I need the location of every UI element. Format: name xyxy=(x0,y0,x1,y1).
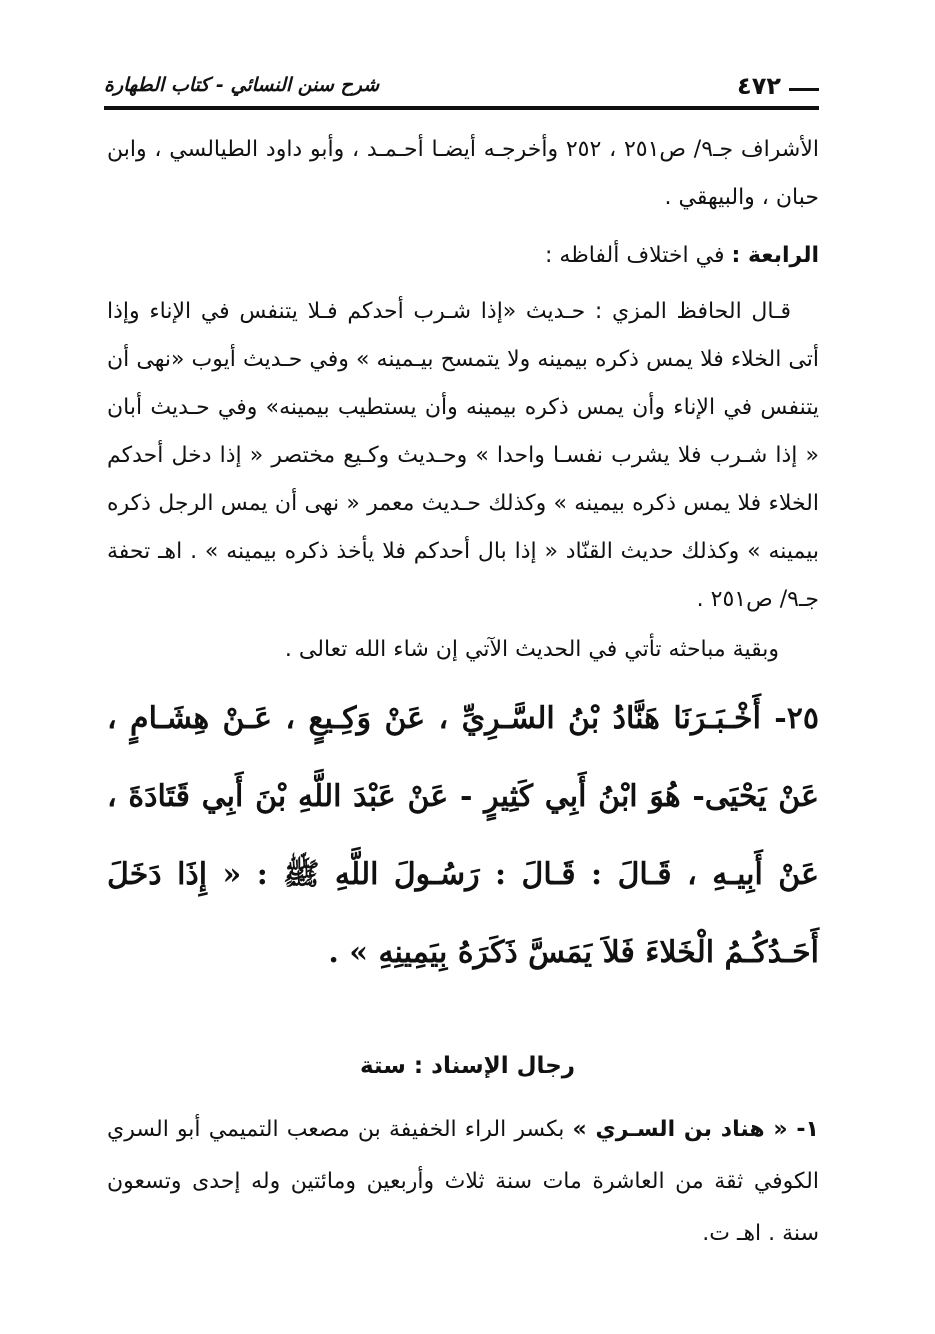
paragraph-fourth-point xyxy=(107,232,819,280)
page-header xyxy=(104,68,819,108)
narrator-name: ١- « هناد بن السـري » xyxy=(572,1117,819,1142)
hadith-text: ٢٥- أَخْـبَـرَنَا هَنَّادُ بْنُ السَّـرِيِّ ، عَنْ وَكِـيعٍ ، عَـنْ هِشَـامٍ ، عَنْ يَحْيَى- هُوَ ابْنُ أَبِي كَثِيرٍ - عَنْ عَبْدَ اللَّهِ بْنَ أَبِي قَتَادَةَ ، عَنْ أَبِيـهِ ، قَـالَ : قَـالَ : رَسُـولَ اللَّهِ ﷺ : « إِذَا دَخَلَ أَحَـدُكُـمُ الْخَلاءَ فَلاَ يَمَسَّ ذَكَرَهُ بِيَمِينِهِ » . xyxy=(107,701,819,970)
paragraph-references: الأشراف جـ٩/ ص٢٥١ ، ٢٥٢ وأخرجـه أيضـا أحـمـد ، وأبو داود الطيالسي ، وابن حبان ، والبيهقي . xyxy=(107,137,819,210)
paragraph-mizzi-quote: قـال الحافظ المزي : حـديث «إذا شـرب أحدكم فـلا يتنفس في الإناء وإذا أتى الخلاء فلا يمس ذكره بيمينه ولا يتمسح بيـمينه » وفي حـديث أيوب «نهى أن يتنفس في الإناء وأن يمس ذكره بيمينه وأن يستطيب بيمينه» وفي حـديث أبان « إذا شـرب فلا يشرب نفسـا واحدا » وحـديث وكـيع مختصر « إذا دخل أحدكم الخلاء فلا يمس ذكره بيمينه » وكذلك حـديث معمر « نهى أن يمس الرجل ذكره بيمينه » وكذلك حديث القنّاد « إذا بال أحدكم فلا يأخذ ذكره بيمينه » . اهـ تحفة جـ٩/ ص٢٥١ . xyxy=(107,299,819,612)
section-heading: رجال الإسناد : ستة xyxy=(359,1053,576,1079)
header-rule xyxy=(104,106,819,110)
paragraph-remaining-discussion: وبقية مباحثه تأتي في الحديث الآتي إن شاء الله تعالى . xyxy=(284,637,779,662)
page-number-dash xyxy=(789,88,819,91)
narrator-description: بكسر الراء الخفيفة بن مصعب التميمي أبو السري الكوفي ثقة من العاشرة مات سنة ثلاث وأربعين ومائتين وله إحدى وتسعون سنة . اهـ ت. xyxy=(107,1117,819,1246)
paragraph-narrator-entry xyxy=(107,1104,819,1260)
point-text: في اختلاف ألفاظه : xyxy=(545,243,732,268)
page-number: ٤٧٢ xyxy=(737,72,781,100)
running-title: شرح سنن النسائي - كتاب الطهارة xyxy=(104,74,380,96)
point-label: الرابعة : xyxy=(731,243,819,268)
